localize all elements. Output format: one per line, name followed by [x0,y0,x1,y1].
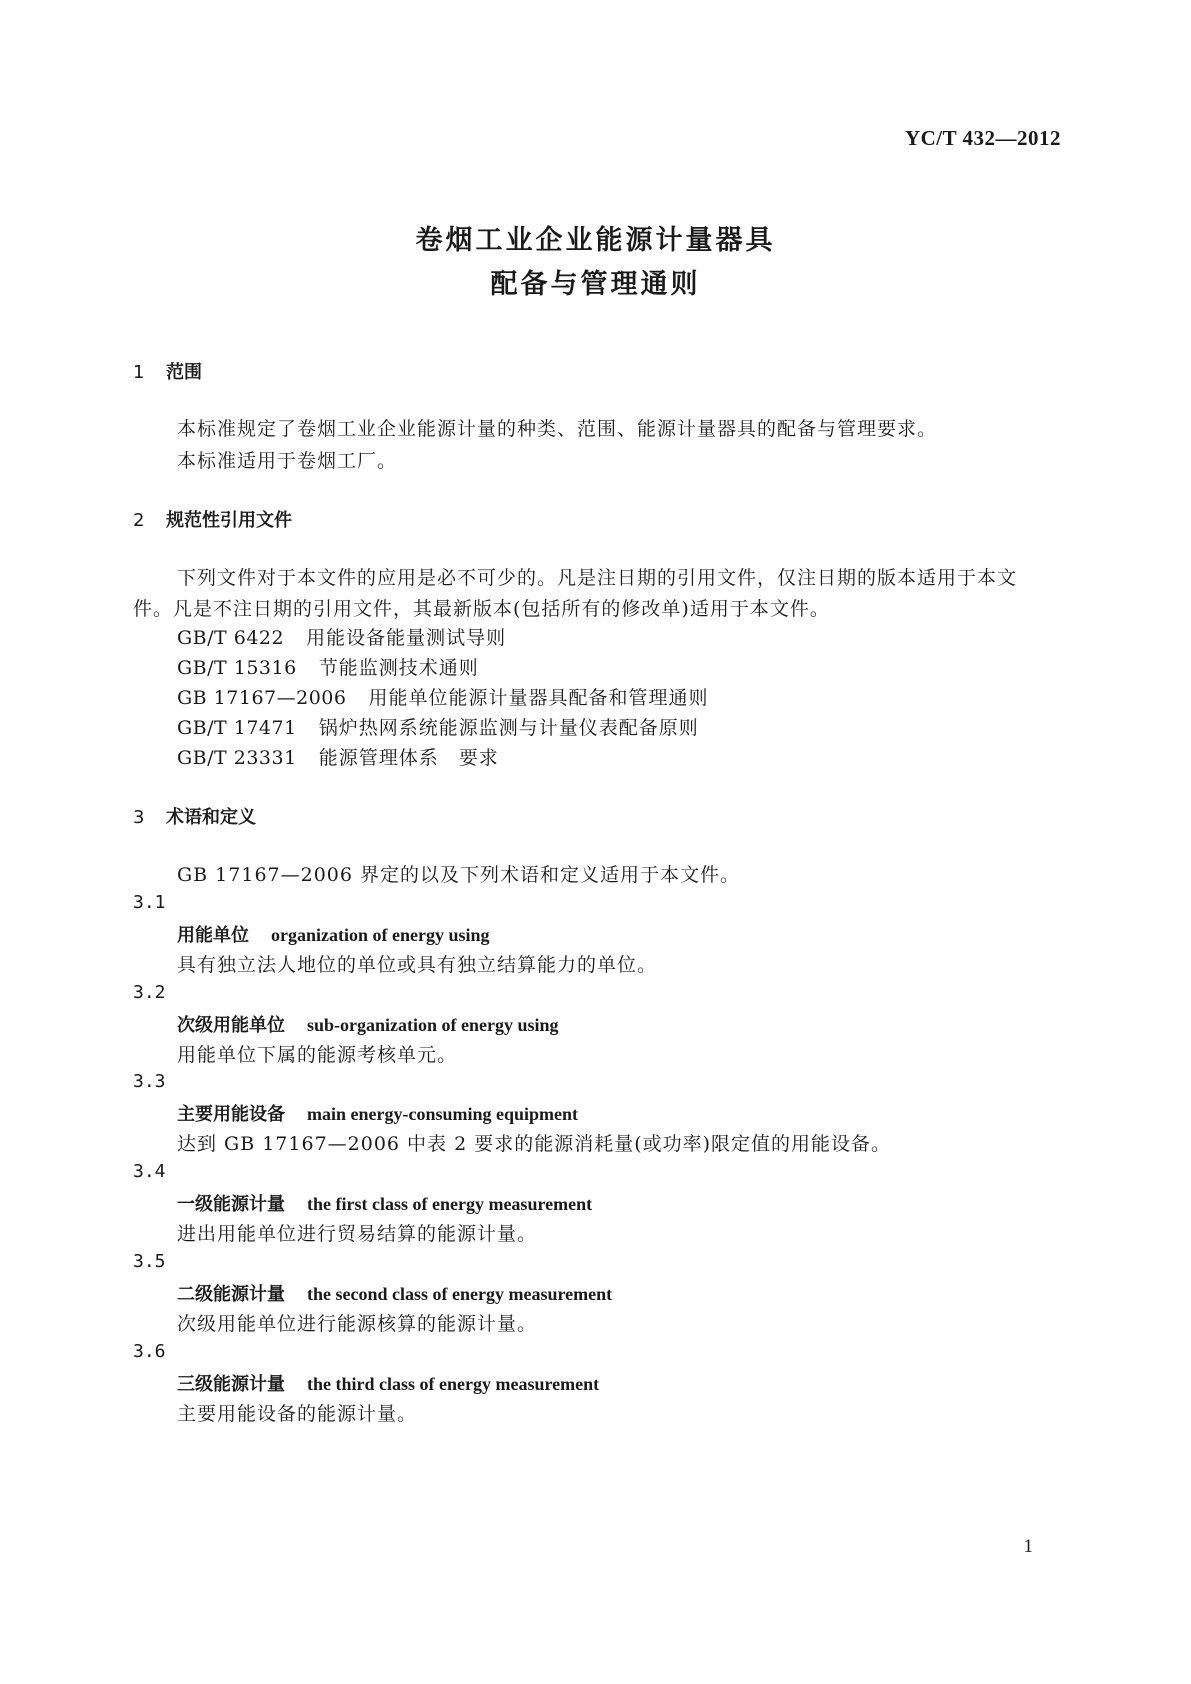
reference-title: 锅炉热网系统能源监测与计量仪表配备原则 [318,717,699,739]
document-title-line1: 卷烟工业企业能源计量器具 [415,225,776,256]
term-definition: 进出用能单位进行贸易结算的能源计量。 [177,1223,538,1245]
term-name [177,1011,559,1037]
standard-code: YC/T 432—2012 [904,126,1061,150]
term-name [177,921,490,947]
term-name [177,1100,578,1126]
reference-item [177,713,699,740]
reference-code: GB/T 17471 [177,717,297,739]
term-name-en: the first class of energy measurement [307,1194,593,1214]
page-number: 1 [1023,1536,1033,1557]
document-title-line2: 配备与管理通则 [490,269,701,300]
references-intro-line1: 下列文件对于本文件的应用是必不可少的。凡是注日期的引用文件，仅注日期的版本适用于本文 [177,567,1018,589]
references-intro-line2: 件。凡是不注日期的引用文件，其最新版本(包括所有的修改单)适用于本文件。 [133,598,830,620]
section-title: 规范性引用文件 [166,510,292,531]
term-definition: 主要用能设备的能源计量。 [177,1403,418,1425]
scope-paragraph-2: 本标准适用于卷烟工厂。 [177,450,398,472]
term-name-en: organization of energy using [271,925,490,945]
term-name-zh: 三级能源计量 [177,1374,285,1395]
term-name [177,1190,592,1216]
reference-title: 用能单位能源计量器具配备和管理通则 [368,687,709,709]
section-heading-normative-references [133,506,292,532]
reference-code: GB 17167—2006 [177,687,347,709]
reference-code: GB/T 15316 [177,657,297,679]
term-name-zh: 用能单位 [177,925,249,946]
term-number: 3.4 [133,1161,166,1182]
term-name-zh: 次级用能单位 [177,1015,285,1036]
term-definition: 用能单位下属的能源考核单元。 [177,1044,458,1066]
section-title: 范围 [166,362,202,383]
reference-title: 节能监测技术通则 [318,657,479,679]
term-name-en: the third class of energy measurement [307,1374,600,1394]
term-number: 3.6 [133,1341,166,1362]
term-definition: 具有独立法人地位的单位或具有独立结算能力的单位。 [177,954,658,976]
term-name-en: sub-organization of energy using [307,1015,559,1035]
section-heading-scope [133,358,202,384]
reference-title: 用能设备能量测试导则 [306,627,507,649]
term-number: 3.1 [133,892,166,913]
reference-item [177,623,506,650]
term-number: 3.3 [133,1071,166,1092]
term-name-zh: 主要用能设备 [177,1104,285,1125]
reference-code: GB/T 6422 [177,627,285,649]
term-name-zh: 二级能源计量 [177,1284,285,1305]
section-number: 2 [133,510,145,531]
reference-item [177,683,709,710]
term-name [177,1280,612,1306]
scope-paragraph-1: 本标准规定了卷烟工业企业能源计量的种类、范围、能源计量器具的配备与管理要求。 [177,418,938,440]
term-name-zh: 一级能源计量 [177,1194,285,1215]
terms-intro: GB 17167—2006 界定的以及下列术语和定义适用于本文件。 [177,864,741,886]
section-heading-terms-definitions [133,803,256,829]
term-number: 3.2 [133,982,166,1003]
term-name-en: the second class of energy measurement [307,1284,613,1304]
term-definition: 次级用能单位进行能源核算的能源计量。 [177,1313,538,1335]
reference-item [177,743,499,770]
section-number: 3 [133,807,145,828]
term-number: 3.5 [133,1251,166,1272]
term-name [177,1370,599,1396]
term-name-en: main energy-consuming equipment [307,1104,579,1124]
term-definition: 达到 GB 17167—2006 中表 2 要求的能源消耗量(或功率)限定值的用能设备。 [177,1133,892,1155]
reference-title: 能源管理体系 要求 [318,747,499,769]
section-title: 术语和定义 [166,807,256,828]
section-number: 1 [133,362,145,383]
reference-code: GB/T 23331 [177,747,297,769]
reference-item [177,653,479,680]
